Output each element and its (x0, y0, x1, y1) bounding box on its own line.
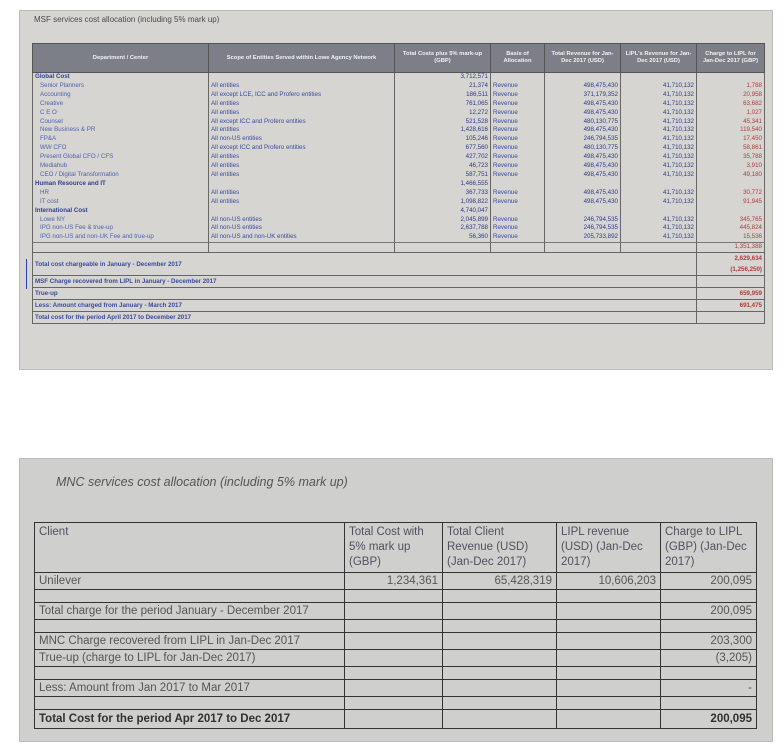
msf-cell-department: Present Global CFO / CFS (33, 153, 209, 162)
header-scope: Scope of Entities Served within Lowe Agency Network (209, 44, 395, 73)
summary-label: Total cost chargeable in January - December 2017 (33, 253, 697, 276)
msf-cell-charge: 35,788 (697, 153, 765, 162)
msf-row-extra (33, 243, 765, 253)
msf-cell-total-revenue: 498,475,430 (545, 198, 621, 207)
header-client-revenue: Total Client Revenue (USD) (Jan-Dec 2017) (443, 523, 557, 573)
msf-row (33, 233, 765, 242)
msf-cell-basis: Revenue (491, 82, 545, 91)
msf-cell-charge: 30,772 (697, 189, 765, 198)
msf-cell-department: Creative (33, 100, 209, 109)
msf-cell-charge: 1,027 (697, 109, 765, 118)
msf-cell-scope: All non-US entities (209, 216, 395, 225)
msf-cell-charge: 345,765 (697, 216, 765, 225)
msf-cell-department: CEO / Digital Transformation (33, 171, 209, 180)
summary-label: Total cost for the period April 2017 to December 2017 (33, 312, 697, 324)
total-charge-row (35, 603, 757, 620)
msf-cell-cost: 1,428,616 (395, 126, 491, 135)
msf-cell-basis: Revenue (491, 233, 545, 242)
msf-row (33, 224, 765, 233)
msf-cell-total-revenue (545, 73, 621, 82)
msf-cell-total-revenue: 246,794,535 (545, 135, 621, 144)
msf-cell-basis: Revenue (491, 144, 545, 153)
msf-cell-charge: 45,341 (697, 118, 765, 127)
msf-cell-lipl-revenue: 41,710,132 (621, 198, 697, 207)
msf-row (33, 207, 765, 216)
total-charge-label: Total charge for the period January - December 2017 (35, 603, 345, 620)
msf-cell-lipl-revenue: 41,710,132 (621, 153, 697, 162)
msf-cell-total-revenue: 498,475,430 (545, 100, 621, 109)
msf-cell-scope: All entities (209, 198, 395, 207)
recovered-label: MNC Charge recovered from LIPL in Jan-Dec 2017 (35, 633, 345, 650)
msf-cell-cost: 367,733 (395, 189, 491, 198)
msf-cell-lipl-revenue: 41,710,132 (621, 91, 697, 100)
msf-cell-lipl-revenue: 41,710,132 (621, 109, 697, 118)
msf-cell-charge: 58,861 (697, 144, 765, 153)
msf-cell-cost: 3,712,571 (395, 73, 491, 82)
summary-label: True-up (33, 288, 697, 300)
msf-cell-department: IPG non-US Fee & true-up (33, 224, 209, 233)
summary-row-total-chargeable (33, 253, 765, 276)
msf-cell-basis (491, 207, 545, 216)
msf-cell-cost: 2,637,788 (395, 224, 491, 233)
msf-cell-scope: All except ICC and Profero entities (209, 144, 395, 153)
client-revenue: 65,428,319 (443, 573, 557, 590)
summary-value: 691,475 (697, 300, 765, 312)
msf-cell-charge: 119,540 (697, 126, 765, 135)
msf-sheet (32, 43, 764, 324)
msf-cell-cost: 105,246 (395, 135, 491, 144)
msf-cell-charge: 49,180 (697, 171, 765, 180)
msf-cell-cost: 1,098,822 (395, 198, 491, 207)
summary-value: 659,959 (697, 288, 765, 300)
msf-cell-basis: Revenue (491, 171, 545, 180)
msf-cell-total-revenue: 498,475,430 (545, 189, 621, 198)
msf-cell-total-revenue: 498,475,430 (545, 171, 621, 180)
msf-row (33, 118, 765, 127)
msf-cell-cost: 186,511 (395, 91, 491, 100)
less-row (35, 680, 757, 697)
msf-cell-department: WW CFO (33, 144, 209, 153)
mnc-title: MNC services cost allocation (including 5% mark up) (56, 475, 348, 489)
msf-cell-basis (491, 180, 545, 189)
msf-cell-lipl-revenue: 41,710,132 (621, 100, 697, 109)
msf-cell-basis: Revenue (491, 189, 545, 198)
header-lipl-revenue: LIPL revenue (USD) (Jan-Dec 2017) (557, 523, 661, 573)
msf-title: MSF services cost allocation (including 5% mark up) (34, 15, 220, 24)
msf-cell-total-revenue: 371,179,352 (545, 91, 621, 100)
msf-cell-lipl-revenue: 41,710,132 (621, 144, 697, 153)
msf-cell-basis: Revenue (491, 153, 545, 162)
summary-row-recovered (33, 276, 765, 288)
msf-row (33, 135, 765, 144)
summary-row-less (33, 300, 765, 312)
msf-cell-scope: All non-US and non-UK entities (209, 233, 395, 242)
summary-row-trueup (33, 288, 765, 300)
msf-cell-lipl-revenue: 41,710,132 (621, 224, 697, 233)
msf-cell-cost: 521,528 (395, 118, 491, 127)
msf-cell-empty (621, 243, 697, 253)
msf-table (32, 43, 765, 324)
summary-label: MSF Charge recovered from LIPL in January - December 2017 (33, 276, 697, 288)
msf-cell-scope: All entities (209, 82, 395, 91)
msf-cell-department: FP&A (33, 135, 209, 144)
msf-cell-scope: All entities (209, 189, 395, 198)
spacer-row (35, 590, 757, 603)
msf-cell-department: Senior Planners (33, 82, 209, 91)
msf-cell-scope: All entities (209, 153, 395, 162)
msf-cell-lipl-revenue (621, 73, 697, 82)
summary-value (697, 312, 765, 324)
summary-value: 2,629,634 (1,256,250) (697, 253, 765, 276)
mnc-sheet (34, 522, 756, 729)
msf-cell-basis: Revenue (491, 118, 545, 127)
msf-cell-charge: 15,536 (697, 233, 765, 242)
msf-cell-basis: Revenue (491, 198, 545, 207)
msf-cell-empty (209, 243, 395, 253)
msf-cell-department: IT cost (33, 198, 209, 207)
msf-cell-cost: 427,702 (395, 153, 491, 162)
msf-cell-basis (491, 73, 545, 82)
msf-cell-department: C E O (33, 109, 209, 118)
msf-cell-total-revenue: 246,794,535 (545, 224, 621, 233)
msf-row (33, 126, 765, 135)
msf-cell-basis: Revenue (491, 216, 545, 225)
msf-row (33, 198, 765, 207)
header-lipl-revenue: LIPL's Revenue for Jan-Dec 2017 (USD) (621, 44, 697, 73)
msf-cell-department: Human Resource and IT (33, 180, 209, 189)
msf-cell-empty (545, 243, 621, 253)
msf-cell-basis: Revenue (491, 162, 545, 171)
total-charge-value: 200,095 (661, 603, 757, 620)
msf-header-row (33, 44, 765, 73)
msf-cell-scope: All entities (209, 162, 395, 171)
msf-cell-cost: 56,360 (395, 233, 491, 242)
msf-cell-cost: 2,045,899 (395, 216, 491, 225)
total-value: 200,095 (661, 710, 757, 729)
header-charge: Charge to LIPL for Jan-Dec 2017 (GBP) (697, 44, 765, 73)
client-cost: 1,234,361 (345, 573, 443, 590)
msf-cell-basis: Revenue (491, 91, 545, 100)
msf-cell-department: New Business & PR (33, 126, 209, 135)
msf-cell-department: Accounting (33, 91, 209, 100)
msf-cell-charge: 17,450 (697, 135, 765, 144)
header-department: Department / Center (33, 44, 209, 73)
msf-cell-total-revenue: 246,794,535 (545, 216, 621, 225)
spacer-row (35, 620, 757, 633)
header-total-cost: Total Cost with 5% mark up (GBP) (345, 523, 443, 573)
msf-cell-basis: Revenue (491, 224, 545, 233)
trueup-row (35, 650, 757, 667)
msf-cell-lipl-revenue (621, 207, 697, 216)
msf-cell-empty (395, 243, 491, 253)
msf-row (33, 216, 765, 225)
msf-document-photo (19, 10, 773, 370)
msf-cell-lipl-revenue: 41,710,132 (621, 135, 697, 144)
msf-cell-total-revenue: 498,475,430 (545, 82, 621, 91)
msf-cell-charge (697, 73, 765, 82)
header-client: Client (35, 523, 345, 573)
msf-row (33, 100, 765, 109)
msf-cell-cost: 46,723 (395, 162, 491, 171)
msf-row (33, 73, 765, 82)
summary-row-total-period (33, 312, 765, 324)
msf-row (33, 189, 765, 198)
msf-body (33, 73, 765, 253)
msf-row (33, 109, 765, 118)
trueup-label: True-up (charge to LIPL for Jan-Dec 2017) (35, 650, 345, 667)
msf-cell-charge: 1,788 (697, 82, 765, 91)
msf-cell-department: Counsel (33, 118, 209, 127)
msf-cell-scope: All except LCE, ICC and Profero entities (209, 91, 395, 100)
recovered-row (35, 633, 757, 650)
msf-row (33, 171, 765, 180)
msf-cell-cost: 1,466,555 (395, 180, 491, 189)
recovered-value: 203,300 (661, 633, 757, 650)
msf-cell-total-revenue: 498,475,430 (545, 109, 621, 118)
msf-cell-total-revenue: 205,733,892 (545, 233, 621, 242)
msf-cell-lipl-revenue: 41,710,132 (621, 233, 697, 242)
msf-cell-basis: Revenue (491, 135, 545, 144)
msf-cell-scope: All except ICC and Profero entities (209, 118, 395, 127)
msf-row (33, 91, 765, 100)
msf-cell-total-revenue: 498,475,430 (545, 162, 621, 171)
summary-value (697, 276, 765, 288)
msf-cell-scope: All entities (209, 171, 395, 180)
total-row (35, 710, 757, 729)
msf-cell-charge: 445,824 (697, 224, 765, 233)
msf-cell-department: Global Cost (33, 73, 209, 82)
summary-label: Less: Amount charged from January - March 2017 (33, 300, 697, 312)
msf-cell-charge: 63,682 (697, 100, 765, 109)
msf-cell-lipl-revenue: 41,710,132 (621, 189, 697, 198)
msf-cell-department: Lowe NY (33, 216, 209, 225)
msf-cell-scope: All non-US entities (209, 135, 395, 144)
msf-cell-charge: 3,910 (697, 162, 765, 171)
mnc-document-photo (19, 458, 773, 742)
mnc-table (34, 522, 757, 729)
msf-cell-total-revenue: 480,130,775 (545, 118, 621, 127)
msf-cell-basis: Revenue (491, 126, 545, 135)
msf-cell-department: International Cost (33, 207, 209, 216)
msf-row (33, 153, 765, 162)
msf-cell-cost: 761,065 (395, 100, 491, 109)
msf-cell-empty (33, 243, 209, 253)
msf-cell-lipl-revenue: 41,710,132 (621, 118, 697, 127)
client-name: Unilever (35, 573, 345, 590)
msf-cell-scope: All entities (209, 109, 395, 118)
msf-cell-total-revenue (545, 180, 621, 189)
msf-cell-lipl-revenue (621, 180, 697, 189)
client-row (35, 573, 757, 590)
spacer-row (35, 667, 757, 680)
msf-cell-cost: 12,272 (395, 109, 491, 118)
msf-row (33, 82, 765, 91)
msf-cell-department: HR (33, 189, 209, 198)
msf-row (33, 162, 765, 171)
msf-cell-total-revenue (545, 207, 621, 216)
msf-cell-lipl-revenue: 41,710,132 (621, 171, 697, 180)
msf-cell-basis: Revenue (491, 100, 545, 109)
msf-cell-cost: 21,374 (395, 82, 491, 91)
header-total-revenue: Total Revenue for Jan-Dec 2017 (USD) (545, 44, 621, 73)
msf-cell-lipl-revenue: 41,710,132 (621, 82, 697, 91)
msf-cell-total-revenue: 498,475,430 (545, 126, 621, 135)
client-charge: 200,095 (661, 573, 757, 590)
msf-cell-total-revenue: 498,475,430 (545, 153, 621, 162)
msf-cell-cost: 587,751 (395, 171, 491, 180)
header-charge-lipl: Charge to LIPL (GBP) (Jan-Dec 2017) (661, 523, 757, 573)
msf-summary (33, 253, 765, 324)
msf-cell-cost: 677,560 (395, 144, 491, 153)
msf-row (33, 180, 765, 189)
msf-cell-charge (697, 180, 765, 189)
msf-extra-charge: 1,351,388 (697, 243, 765, 253)
msf-cell-charge (697, 207, 765, 216)
msf-cell-total-revenue: 480,130,775 (545, 144, 621, 153)
msf-cell-scope (209, 180, 395, 189)
mnc-header-row (35, 523, 757, 573)
total-label: Total Cost for the period Apr 2017 to Dec 2017 (35, 710, 345, 729)
msf-cell-scope: All entities (209, 100, 395, 109)
msf-cell-department: Mediahub (33, 162, 209, 171)
msf-cell-basis: Revenue (491, 109, 545, 118)
msf-cell-department: IPG non-US and non-UK Fee and true-up (33, 233, 209, 242)
trueup-value: (3,205) (661, 650, 757, 667)
spacer-row (35, 697, 757, 710)
msf-cell-empty (491, 243, 545, 253)
header-total-costs: Total Costs plus 5% mark-up (GBP) (395, 44, 491, 73)
msf-cell-scope: All entities (209, 126, 395, 135)
msf-cell-scope: All non-US entities (209, 224, 395, 233)
msf-row (33, 144, 765, 153)
less-value: - (661, 680, 757, 697)
msf-cell-scope (209, 207, 395, 216)
pen-mark (26, 259, 27, 289)
msf-cell-scope (209, 73, 395, 82)
header-basis: Basis of Allocation (491, 44, 545, 73)
msf-cell-lipl-revenue: 41,710,132 (621, 216, 697, 225)
less-label: Less: Amount from Jan 2017 to Mar 2017 (35, 680, 345, 697)
msf-cell-lipl-revenue: 41,710,132 (621, 126, 697, 135)
msf-cell-cost: 4,740,047 (395, 207, 491, 216)
client-lipl-revenue: 10,606,203 (557, 573, 661, 590)
msf-cell-charge: 91,945 (697, 198, 765, 207)
msf-cell-lipl-revenue: 41,710,132 (621, 162, 697, 171)
msf-cell-charge: 20,958 (697, 91, 765, 100)
